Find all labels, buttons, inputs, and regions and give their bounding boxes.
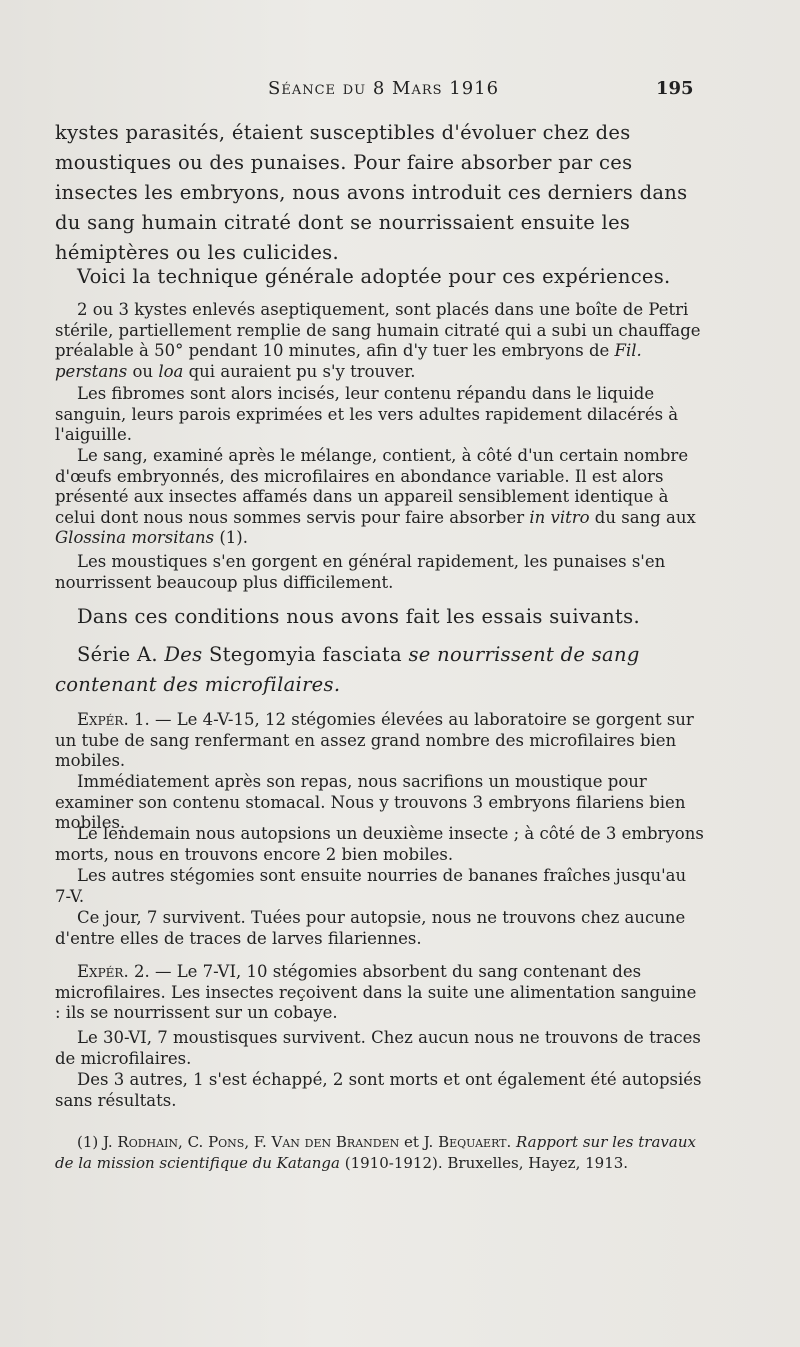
text: ou [127,361,159,381]
running-title: Séance du 8 Mars 1916 [268,78,500,99]
text: du sang aux [589,507,696,527]
species-name: Glossina morsitans [55,528,215,547]
text: qui auraient pu s'y trouver. [183,361,416,381]
text: 2 ou 3 kystes enlevés aseptiquement, sont placés dans une boîte de Petri stérile, partiellement remplie de sang humain citraté qui a subi un chauffage préalable à 50° pendant 10 minutes, afin d'y tuer les embryons de [55,300,701,360]
paragraph-conditions: Dans ces conditions nous avons fait les essais suivants. [77,605,640,628]
experiment-1-survie: Ce jour, 7 survivent. Tuées pour autopsie, nous ne trouvons chez aucune d'entre elles de traces de larves filariennes. [55,908,686,948]
footnote-ref: (1). [214,528,248,547]
page-number: 195 [656,78,694,99]
paragraph-moustiques: Les moustiques s'en gorgent en général rapidement, les punaises s'en nourrissent beaucoup plus difficilement. [55,552,666,592]
experiment-1 [55,710,705,772]
experiment-1-lendemain: Le lendemain nous autopsions un deuxième insecte ; à côté de 3 embryons morts, nous en trouvons encore 2 bien mobiles. [55,824,704,864]
text: se nourrissent de sang contenant des microfilaires. [55,643,640,696]
experiment-2-autres: Des 3 autres, 1 s'est échappé, 2 sont morts et ont également été autopsiés sans résultats. [55,1070,702,1110]
text: — Le 4-V-15, 12 stégomies élevées au laboratoire se gorgent sur un tube de sang renfermant en assez grand nombre des microfilaires bien mobiles. [55,710,694,770]
paragraph-fibromes: Les fibromes sont alors incisés, leur contenu répandu dans le liquide sanguin, leurs parois exprimées et les vers adultes rapidement dilacérés à l'aiguille. [55,384,679,444]
text: Le sang, examiné après le mélange, contient, à côté d'un certain nombre d'œufs embryonnés, des microfilaires en abondance variable. Il est alors présenté aux insectes affamés dans un appareil sensiblement identique à celui dont nous nous sommes servis pour faire absorber [55,446,689,527]
experiment-label: Expér. 2. [77,962,150,981]
text: (1) J. [77,1133,118,1151]
experiment-1-repas: Immédiatement après son repas, nous sacrifions un moustique pour examiner son contenu stomacal. Nous y trouvons 3 embryons filariens bien mobiles. [55,772,686,832]
species-name: loa [158,361,184,381]
experiment-2 [55,962,705,1024]
species-name: Stegomyia fasciata [202,643,409,666]
experiment-label: Expér. 1. [77,710,150,729]
section-heading-serie-a [55,640,705,700]
text: (1910-1912). Bruxelles, Hayez, 1913. [339,1154,629,1172]
footnote [55,1132,705,1174]
latin-term: in vitro [529,507,590,527]
text: , F. [244,1133,272,1151]
paragraph-technique-intro: Voici la technique générale adoptée pour ces expériences. [77,265,671,288]
author-name: Van den Branden [271,1133,400,1151]
paragraph-continuation: kystes parasités, étaient susceptibles d'évoluer chez des moustiques ou des punaises. Pour faire absorber par ces insectes les embryons, nous avons introduit ces derniers dans du sang humain citraté dont se nourrissaient ensuite les hémiptères ou les culicides. [55,121,688,264]
text: . [506,1133,517,1151]
author-name: Rodhain [117,1133,179,1151]
author-name: Pons [208,1133,245,1151]
paragraph-kystes [55,300,705,382]
species-name: Fil. perstans [55,341,642,381]
text: — Le 7-VI, 10 stégomies absorbent du sang contenant des microfilaires. Les insectes reçoivent dans la suite une alimentation sanguine : ils se nourrissent sur un cobaye. [55,962,697,1022]
experiment-1-bananes: Les autres stégomies sont ensuite nourries de bananes fraîches jusqu'au 7-V. [55,866,687,906]
page-header [0,78,800,102]
publication-title: Rapport sur les travaux de la mission scientifique du Katanga [55,1133,696,1172]
text: Série A. [77,643,165,666]
text: et J. [399,1133,439,1151]
paragraph-sang [55,446,705,549]
text: , C. [178,1133,209,1151]
experiment-2-survie: Le 30-VI, 7 moustisques survivent. Chez aucun nous ne trouvons de traces de microfilaires. [55,1028,701,1068]
text: Des [164,643,203,666]
author-name: Bequaert [438,1133,507,1151]
